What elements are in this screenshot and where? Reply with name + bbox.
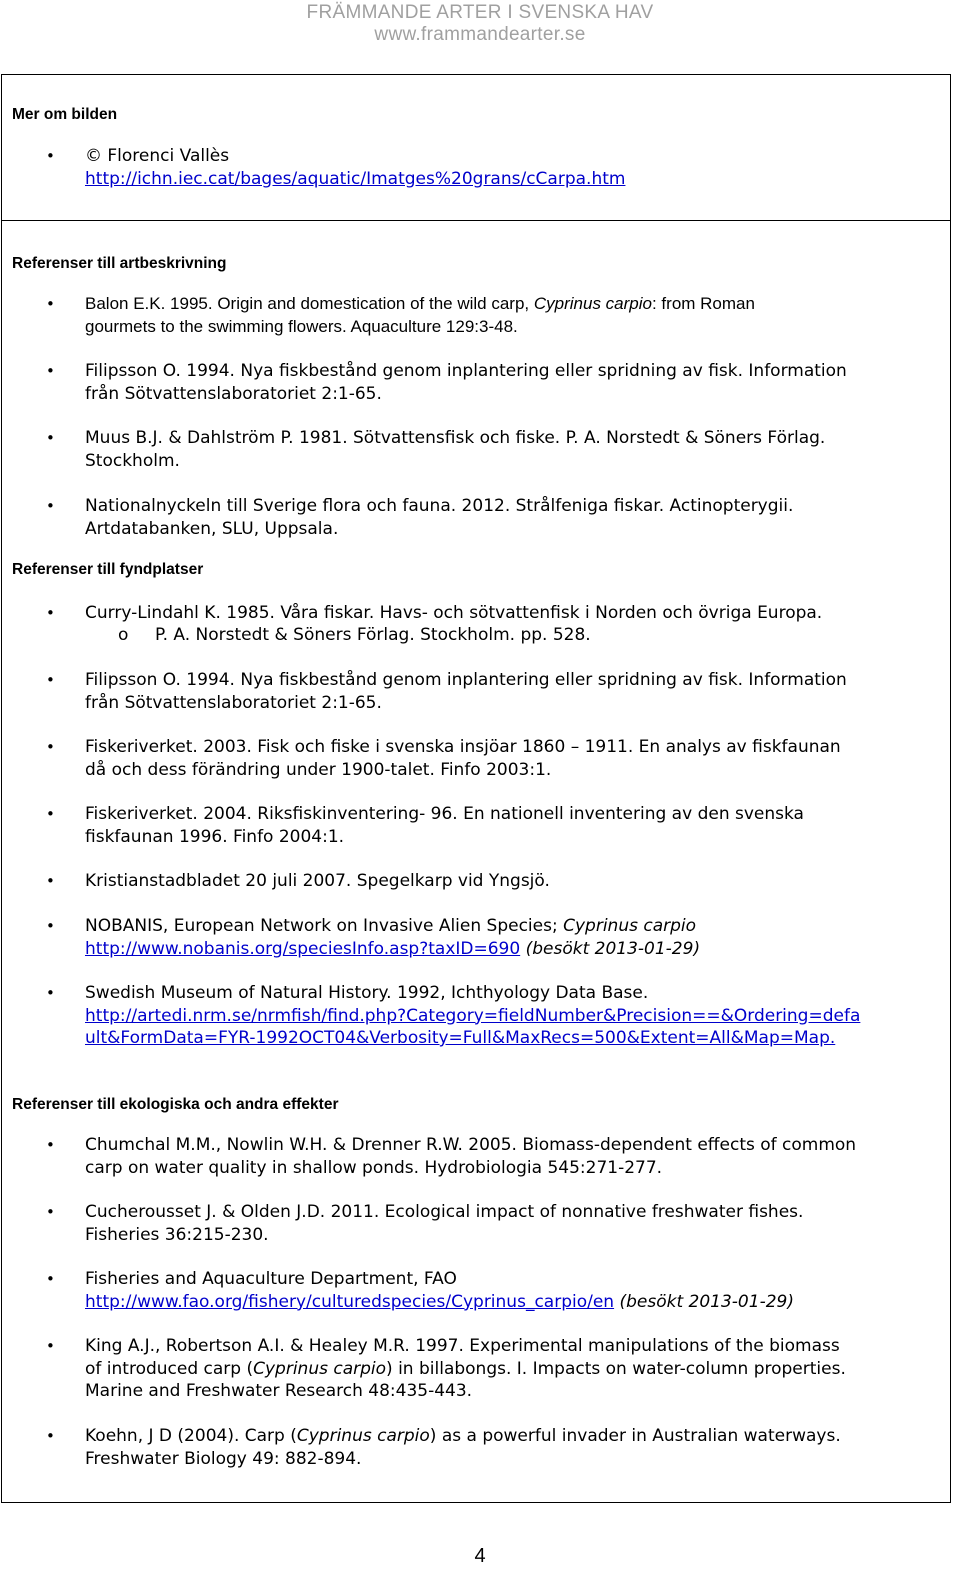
visited-date: (besökt 2013-01-29) bbox=[614, 1291, 794, 1312]
eco-ref-king bbox=[85, 1335, 945, 1403]
section-divider bbox=[2, 220, 950, 221]
ref-text: : from Roman bbox=[651, 294, 755, 313]
bullet-icon: • bbox=[46, 362, 55, 380]
bullet-icon: • bbox=[46, 671, 55, 689]
bullet-icon: • bbox=[46, 917, 55, 935]
ref-text: då och dess förändring under 1900-talet. Finfo 2003:1. bbox=[85, 759, 552, 780]
ref-text: Stockholm. bbox=[85, 450, 180, 471]
site-ref-curry-lindahl-publisher: P. A. Norstedt & Söners Förlag. Stockholm. pp. 528. bbox=[155, 625, 591, 645]
eco-refs-heading: Referenser till ekologiska och andra effekter bbox=[12, 1096, 339, 1113]
artedi-link-line2[interactable]: ult&FormData=FYR-1992OCT04&Verbosity=Full&MaxRecs=500&Extent=All&Map=Map. bbox=[85, 1028, 836, 1048]
site-ref-filipsson bbox=[85, 669, 945, 714]
bullet-icon: • bbox=[46, 805, 55, 823]
eco-ref-chumchal bbox=[85, 1134, 945, 1179]
ref-text: Filipsson O. 1994. Nya fiskbestånd genom inplantering eller spridning av fisk. Information bbox=[85, 361, 847, 381]
site-ref-museum bbox=[85, 982, 945, 1050]
bullet-icon: • bbox=[46, 429, 55, 447]
ref-text: Nationalnyckeln till Sverige flora och fauna. 2012. Strålfeniga fiskar. Actinopterygii. bbox=[85, 496, 794, 516]
image-credit-link[interactable]: http://ichn.iec.cat/bages/aquatic/Imatges%20grans/cCarpa.htm bbox=[85, 168, 626, 189]
eco-ref-cucherousset bbox=[85, 1201, 945, 1246]
fao-link[interactable]: http://www.fao.org/fishery/culturedspecies/Cyprinus_carpio/en bbox=[85, 1291, 615, 1312]
ref-text: Koehn, J D (2004). Carp ( bbox=[85, 1426, 297, 1446]
ref-text: Freshwater Biology 49: 882-894. bbox=[85, 1448, 362, 1469]
ref-text: gourmets to the swimming flowers. Aquaculture 129:3-48. bbox=[85, 316, 518, 336]
site-ref-nobanis bbox=[85, 915, 945, 960]
ref-text: Curry-Lindahl K. 1985. Våra fiskar. Havs- och sötvattenfisk i Norden och övriga Europa. bbox=[85, 603, 823, 623]
species-name: Cyprinus carpio bbox=[533, 294, 652, 313]
image-credit-author: © Florenci Vallès bbox=[85, 146, 230, 166]
eco-ref-koehn bbox=[85, 1425, 945, 1470]
species-refs-heading: Referenser till artbeskrivning bbox=[12, 255, 227, 272]
ref-text: King A.J., Robertson A.I. & Healey M.R. 1997. Experimental manipulations of the biomass bbox=[85, 1336, 840, 1356]
bullet-icon: • bbox=[46, 738, 55, 756]
ref-text: fiskfaunan 1996. Finfo 2004:1. bbox=[85, 826, 345, 847]
bullet-icon: • bbox=[46, 604, 55, 622]
ref-text: Muus B.J. & Dahlström P. 1981. Sötvattensfisk och fiske. P. A. Norstedt & Söners Förlag. bbox=[85, 428, 826, 448]
page-number: 4 bbox=[474, 1545, 486, 1567]
artedi-link-line1[interactable]: http://artedi.nrm.se/nrmfish/find.php?Category=fieldNumber&Precision==&Ordering=defa bbox=[85, 1005, 861, 1026]
bullet-icon: • bbox=[46, 1136, 55, 1154]
bullet-icon: • bbox=[46, 1337, 55, 1355]
bullet-icon: • bbox=[46, 1270, 55, 1288]
species-ref-muus bbox=[85, 427, 945, 472]
header-title: FRÄMMANDE ARTER I SVENSKA HAV bbox=[306, 2, 654, 23]
ref-text: Fisheries 36:215-230. bbox=[85, 1224, 269, 1245]
species-name: Cyprinus carpio bbox=[253, 1358, 387, 1379]
ref-text: Cucherousset J. & Olden J.D. 2011. Ecological impact of nonnative freshwater fishes. bbox=[85, 1202, 804, 1222]
bullet-icon: • bbox=[46, 147, 55, 165]
header-site: www.frammandearter.se bbox=[374, 24, 586, 45]
site-ref-kristianstadbladet: Kristianstadbladet 20 juli 2007. Spegelkarp vid Yngsjö. bbox=[85, 871, 550, 891]
sub-bullet-marker: o bbox=[118, 625, 129, 645]
bullet-icon: • bbox=[46, 1427, 55, 1445]
image-credit-item bbox=[85, 145, 945, 190]
ref-text: Swedish Museum of Natural History. 1992, Ichthyology Data Base. bbox=[85, 983, 649, 1003]
ref-text: NOBANIS, European Network on Invasive Alien Species; bbox=[85, 916, 564, 936]
image-credit-heading: Mer om bilden bbox=[12, 106, 118, 123]
bullet-icon: • bbox=[46, 1203, 55, 1221]
site-ref-fiskeriverket-2003 bbox=[85, 736, 945, 781]
ref-text: Marine and Freshwater Research 48:435-443. bbox=[85, 1381, 473, 1401]
site-ref-fiskeriverket-2004 bbox=[85, 803, 945, 848]
species-ref-nationalnyckeln bbox=[85, 495, 945, 540]
ref-text: ) in billabongs. I. Impacts on water-column properties. bbox=[386, 1358, 846, 1379]
visited-date: (besökt 2013-01-29) bbox=[520, 938, 701, 959]
ref-text: Filipsson O. 1994. Nya fiskbestånd genom inplantering eller spridning av fisk. Information bbox=[85, 670, 847, 690]
species-ref-balon bbox=[85, 293, 945, 338]
ref-text: ) as a powerful invader in Australian waterways. bbox=[429, 1426, 841, 1446]
species-name: Cyprinus carpio bbox=[563, 916, 697, 936]
site-ref-curry-lindahl bbox=[85, 602, 945, 625]
bullet-icon: • bbox=[46, 872, 55, 890]
ref-text: Artdatabanken, SLU, Uppsala. bbox=[85, 518, 339, 539]
ref-text: Fisheries and Aquaculture Department, FAO bbox=[85, 1269, 457, 1289]
nobanis-link[interactable]: http://www.nobanis.org/speciesInfo.asp?taxID=690 bbox=[85, 938, 521, 959]
eco-ref-fao bbox=[85, 1268, 945, 1313]
ref-text: Balon E.K. 1995. Origin and domestication of the wild carp, bbox=[85, 294, 534, 313]
bullet-icon: • bbox=[46, 984, 55, 1002]
ref-text: Chumchal M.M., Nowlin W.H. & Drenner R.W. 2005. Biomass-dependent effects of common bbox=[85, 1135, 857, 1155]
species-ref-filipsson bbox=[85, 360, 945, 405]
species-name: Cyprinus carpio bbox=[296, 1426, 430, 1446]
bullet-icon: • bbox=[46, 295, 55, 313]
bullet-icon: • bbox=[46, 497, 55, 515]
site-refs-heading: Referenser till fyndplatser bbox=[12, 561, 204, 578]
ref-text: från Sötvattenslaboratoriet 2:1-65. bbox=[85, 383, 382, 404]
ref-text: från Sötvattenslaboratoriet 2:1-65. bbox=[85, 692, 382, 713]
ref-text: of introduced carp ( bbox=[85, 1358, 254, 1379]
ref-text: Fiskeriverket. 2003. Fisk och fiske i svenska insjöar 1860 – 1911. En analys av fiskfaunan bbox=[85, 737, 841, 757]
ref-text: Fiskeriverket. 2004. Riksfiskinventering- 96. En nationell inventering av den svenska bbox=[85, 804, 804, 824]
ref-text: carp on water quality in shallow ponds. Hydrobiologia 545:271-277. bbox=[85, 1157, 663, 1178]
